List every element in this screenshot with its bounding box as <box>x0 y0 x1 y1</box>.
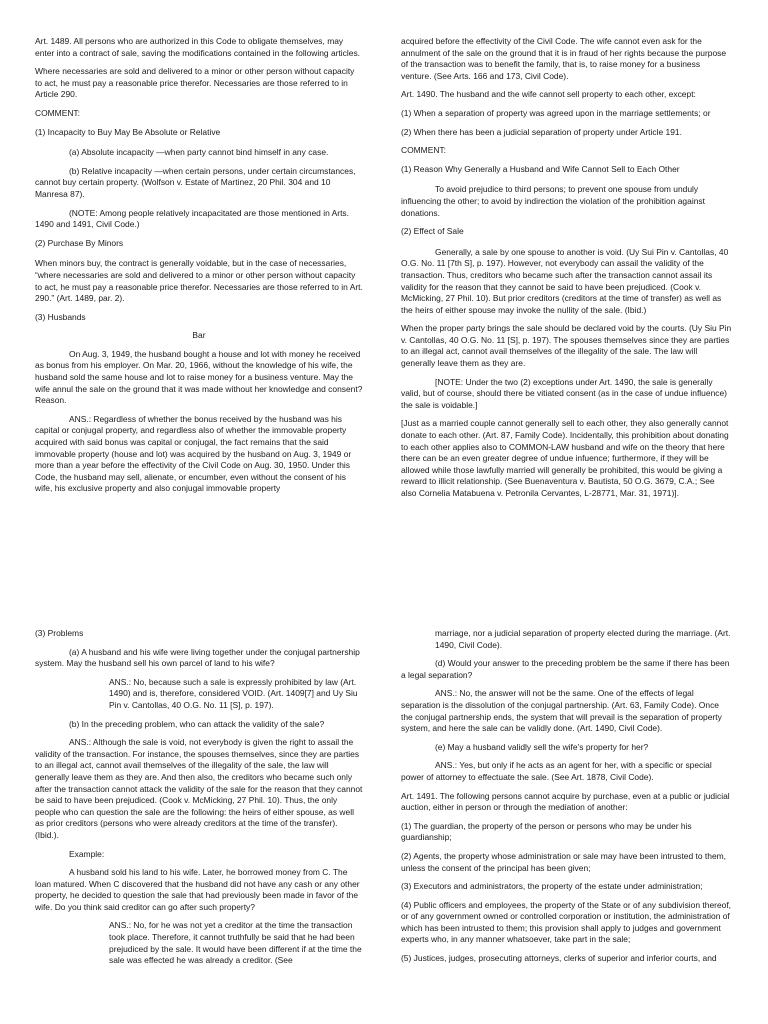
paragraph: When the proper party brings the sale should be declared void by the courts. (Uy Siu Pin v. Cantollas, 40 O.G. No. 11 [S], p. 197). The spouses themselves since they are parties to an illegal act, cannot avail themselves of the illegality of the sale. The law will generally leave them as they are. <box>401 323 732 369</box>
article-1490-text: Art. 1490. The husband and the wife cannot sell property to each other, except: <box>401 89 696 100</box>
note-paragraph: (NOTE: Among people relatively incapacitated are those mentioned in Arts. 1490 and 1491, Civil Code.) <box>35 207 349 230</box>
answer-paragraph: ANS.: No, for he was not yet a creditor at the time the transaction took place. Therefore, it cannot truthfully be said that he had been prejudiced by the sale. It would have been different if at the time the sale was effected he was already a creditor. (See <box>109 920 362 966</box>
example-paragraph: A husband sold his land to his wife. Later, he borrowed money from C. The loan matured. When C discovered that the husband did not have any cash or any other property, he decided to question the sale that had previously been made in favor of the wife. Do you think said creditor can go after such property? <box>35 867 360 912</box>
answer-paragraph: ANS.: No, the answer will not be the same. One of the effects of legal separation is the dissolution of the conjugal partnership. (Art. 63, Family Code). Once the conjugal partnership ends, the system that will prevail is the separation of property system, and here the sale can be validly done. (Art. 1490, Civil Code). <box>401 688 722 734</box>
comment-heading: COMMENT: <box>35 107 80 118</box>
paragraph: [Just as a married couple cannot generally sell to each other, they also generally cannot donate to each other. (Art. 87, Family Code). Incidentally, this prohibition about donating to each other applies also to COMMON-LAW husband and wife on the theory that here there can be an even greater degree of undue infuence; furthermore, if they will be allowed while those lawfully married will generally be prohibited, this would be giving a reward to illicit relationship. (See Buenaventura v. Bautista, 50 O.G. 3679, C.A.; See also Cornelia Matabuena v. Petronila Cervantes, L-28771, Mar. 31, 1971)]. <box>401 418 729 498</box>
paragraph: (b) Relative incapacity —when certain persons, under certain circumstances, cannot buy certain property. (Wolfson v. Estate of Martinez, 20 Phil. 304 and 10 Manresa 87). <box>35 165 356 199</box>
problem-paragraph: (d) Would your answer to the preceding problem be the same if there has been a legal separation? <box>401 658 730 680</box>
paragraph: When minors buy, the contract is generally voidable, but in the case of necessaries, “where necessaries are sold and delivered to a minor or other person without capacity to act, he must pay a reasonable price therefor. Necessaries are those referred to in Art. 290.” (Art. 1489, par. 2). <box>35 258 363 304</box>
right-column <box>401 36 732 507</box>
comment-heading: COMMENT: <box>401 145 446 156</box>
answer-paragraph: ANS.: Yes, but only if he acts as an agent for her, with a specific or special power of attorney to effectuate the sale. (See Art. 1878, Civil Code). <box>401 760 712 782</box>
problem-paragraph: (e) May a husband validly sell the wife’s property for her? <box>435 741 649 752</box>
section-heading: (2) Purchase By Minors <box>35 237 124 248</box>
list-item: (5) Justices, judges, prosecuting attorneys, clerks of superior and inferior courts, and <box>401 953 717 964</box>
problem-paragraph: (b) In the preceding problem, who can attack the validity of the sale? <box>69 718 325 729</box>
paragraph: To avoid prejudice to third persons; to prevent one spouse from unduly influencing the other; to avoid by indirection the violation of the prohibition against donations. <box>401 184 705 218</box>
paragraph: marriage, nor a judicial separation of property elected during the marriage. (Art. 1490, Civil Code). <box>435 628 731 650</box>
section-heading: (3) Husbands <box>35 311 86 322</box>
list-item: (2) Agents, the property whose administration or sale may have been intrusted to them, unless the consent of the principal has been given; <box>401 850 727 873</box>
problem-paragraph: (a) A husband and his wife were living together under the conjugal partnership system. May the husband sell his own parcel of land to his wife? <box>35 646 360 669</box>
list-item: (4) Public officers and employees, the property of the State or of any subdivision thereof, or of any government owned or controlled corporation or institution, the administration of which has been intrusted to them; this provision shall apply to judges and government experts who, in any manner whatsoever, take part in the sale; <box>401 899 732 945</box>
list-item: (1) The guardian, the property of the person or persons who may be under his guardianship; <box>401 820 692 843</box>
page-bottom <box>0 588 768 1024</box>
paragraph: acquired before the effectivity of the Civil Code. The wife cannot even ask for the annulment of the sale on the ground that it is in fraud of her rights because the purpose of the transaction was to benefit the family, that is, to raise money for a business venture. (See Arts. 166 and 173, Civil Code). <box>401 36 727 81</box>
section-heading: (3) Problems <box>35 628 84 638</box>
section-heading: (1) Incapacity to Buy May Be Absolute or Relative <box>35 126 221 137</box>
list-item: (3) Executors and administrators, the property of the estate under administration; <box>401 881 703 892</box>
answer-paragraph: ANS.: No, because such a sale is expressly prohibited by law (Art. 1490) and is, therefore, considered VOID. (Art. 1409[7] and Uy Siu Pin v. Cantollas, 40 O.G. No. 11 [S], p. 197). <box>109 676 358 710</box>
list-item: (2) When there has been a judicial separation of property under Article 191. <box>401 126 682 137</box>
example-label: Example: <box>69 848 105 859</box>
left-column <box>35 36 363 502</box>
paragraph: Where necessaries are sold and delivered to a minor or other person without capacity to act, he must pay a reasonable price therefor. Necessaries are those referred to in Article 290. <box>35 66 355 100</box>
problem-paragraph: On Aug. 3, 1949, the husband bought a house and lot with money he received as bonus from his employer. On Mar. 20, 1966, without the knowledge of his wife, the husband sold the same house and lot to raise money for a business venture. May the wife annul the sale on the ground that it was made without her knowledge and consent? Reason. <box>35 348 363 406</box>
article-1491-text: Art. 1491. The following persons cannot acquire by purchase, even at a public or judicial auction, either in person or through the mediation of another: <box>401 790 730 813</box>
right-column <box>401 628 732 972</box>
answer-paragraph: ANS.: Although the sale is void, not everybody is given the right to assail the validity of the transaction. For instance, the spouses themselves, since they are parties to an illegal act, cannot avail themselves of the illegality of the sale, the law will generally leave them as they are. And then also, the creditors who became such only after the transaction cannot attack the validity of the sale for the reason that they cannot be said to have been prejudiced. (Cook v. McMicking, 27 Phil. 10). Thus, the only people who can question the sale are the following: the heirs of either spouse, as well as prior creditors (persons who were already creditors at the time of the transfer). (Ibid.). <box>35 737 363 840</box>
note-paragraph: [NOTE: Under the two (2) exceptions under Art. 1490, the sale is generally valid, but of course, should there be vitiated consent (as in the case of undue influence) the sale is voidable.] <box>401 376 727 410</box>
paragraph: Generally, a sale by one spouse to another is void. (Uy Sui Pin v. Cantollas, 40 O.G. No. 11 [7th S], p. 197). However, not everybody can assail the validity of the transaction. Thus, creditors who became such after the transaction cannot assail its validity for the reason that they cannot be said to have been prejudiced. (Cook v. McMicking, 27 Phil. 10). But prior creditors (creditors at the time of transfer) as well as the heirs of either spouse may invoke the nullity of the sale. (Ibid.) <box>401 246 729 315</box>
answer-paragraph: ANS.: Regardless of whether the bonus received by the husband was his capital or conjugal property, and regardless also of whether the immovable property acquired with said bonus was capital or conjugal, the fact remains that the said immovable property (house and lot) was acquired by the husband on Aug. 3, 1949 or more than a year before the effectivity of the Civil Code on Aug. 30, 1950. Under this Code, the husband may sell, alienate, or encumber, even without the consent of his wife, his exclusive property and also conjugal immovable property <box>35 413 352 494</box>
paragraph: (a) Absolute incapacity —when party cannot bind himself in any case. <box>69 147 329 158</box>
left-column <box>35 628 363 974</box>
list-item: (1) When a separation of property was agreed upon in the marriage settlements; or <box>401 107 711 118</box>
section-heading: (1) Reason Why Generally a Husband and Wife Cannot Sell to Each Other <box>401 163 680 174</box>
article-1489-text: Art. 1489. All persons who are authorized in this Code to obligate themselves, may enter into a contract of sale, saving the modifications contained in the following articles. <box>35 36 361 58</box>
bar-label: Bar <box>192 330 206 341</box>
section-heading: (2) Effect of Sale <box>401 226 464 237</box>
